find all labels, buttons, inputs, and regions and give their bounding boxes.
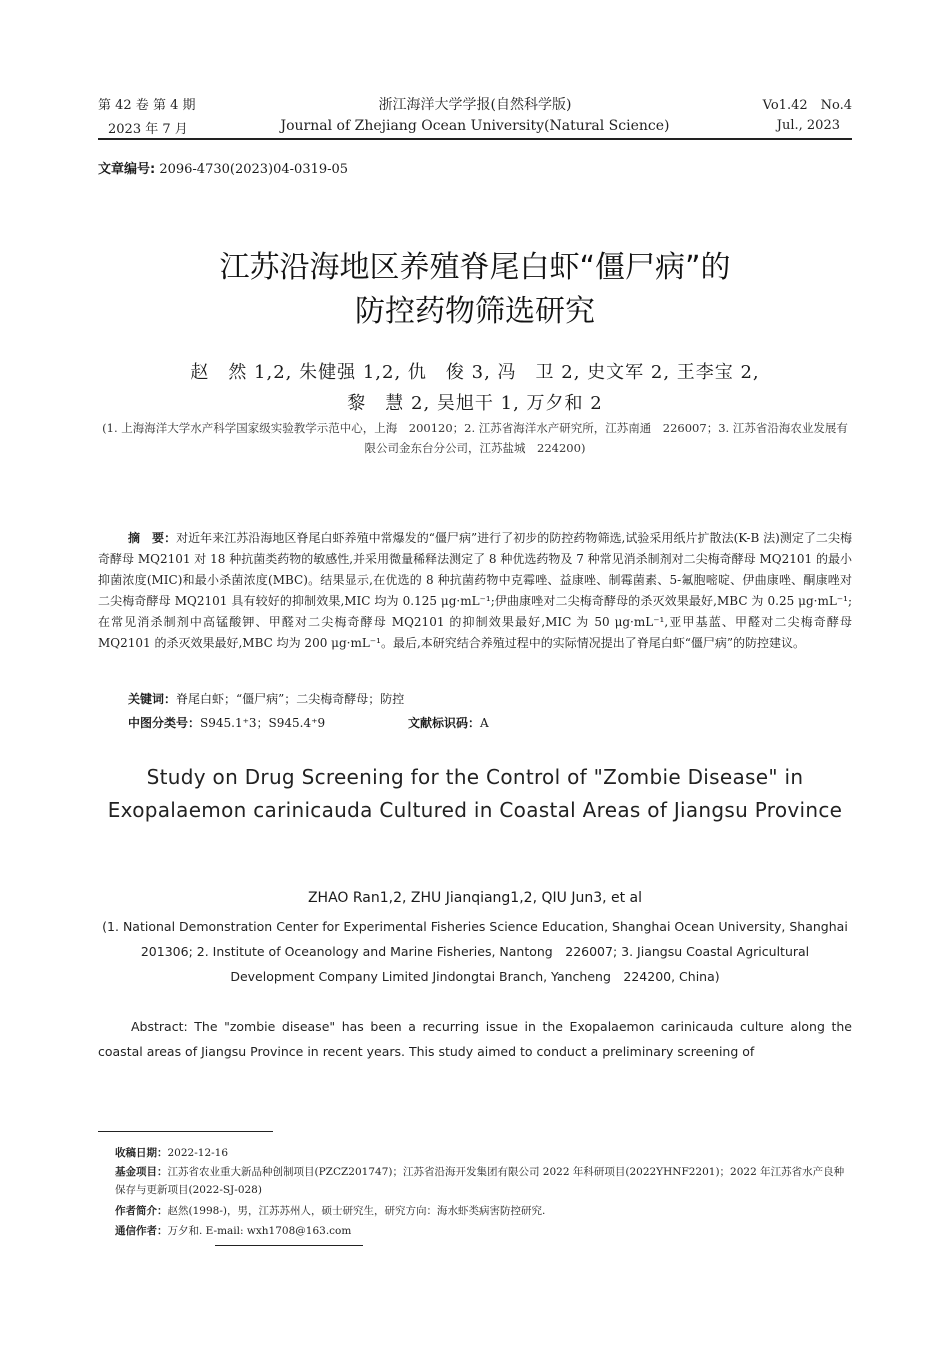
affiliations-en: (1. National Demonstration Center for Experimental Fisheries Science Education, Shanghai Ocean University, Shanghai 201306; 2. Institute of Oceanology and Marine Fisheries, Nantong 226007; 3. Jiangsu Coastal Agricultural Development Company Limited Jindongtai Branch, Yancheng 224200, China) — [102, 919, 861, 984]
footnote-author-bio — [115, 1202, 852, 1220]
clc-label: 中图分类号： — [128, 716, 201, 730]
volume-issue-cn: 第 42 卷 第 4 期 — [98, 98, 196, 113]
document-code-label: 文献标识码： — [408, 716, 481, 730]
article-number-label: 文章编号: — [98, 162, 156, 177]
document-code — [408, 714, 489, 731]
clc-value: S945.1⁺3；S945.4⁺9 — [200, 716, 326, 730]
footnote-rule — [98, 1131, 273, 1132]
date-cn: 2023 年 7 月 — [108, 122, 188, 137]
keywords-value: 脊尾白虾；“僵尸病”；二尖梅奇酵母；防控 — [176, 692, 405, 706]
authors-cn-line1: 赵 然 1,2, 朱健强 1,2, 仇 俊 3, 冯 卫 2, 史文军 2, 王李宝 2, — [190, 362, 760, 383]
keywords — [128, 690, 404, 707]
volume-issue-en: Vo1.42 No.4 — [762, 98, 852, 113]
authors-cn-line2: 黎 慧 2, 吴旭干 1, 万夕和 2 — [347, 393, 603, 414]
abstract-cn-label: 摘 要： — [128, 531, 177, 545]
title-cn-line2: 防控药物筛选研究 — [355, 294, 595, 329]
title-en: Study on Drug Screening for the Control of "Zombie Disease" in Exopalaemon carinicauda Cultured in Coastal Areas of Jiangsu Province — [107, 765, 843, 822]
footnote-end-rule — [215, 1245, 363, 1246]
clc-number — [128, 714, 325, 731]
footnote-received — [115, 1144, 852, 1162]
keywords-label: 关键词： — [128, 692, 177, 706]
author-bio-label: 作者简介： — [115, 1205, 168, 1217]
corresponding-value: 万夕和. E-mail: wxh1708@163.com — [167, 1225, 352, 1237]
journal-name-en: Journal of Zhejiang Ocean University(Natural Science) — [280, 118, 670, 134]
abstract-en: Abstract: The "zombie disease" has been a recurring issue in the Exopalaemon carinicauda culture along the coastal areas of Jiangsu Province in recent years. This study aimed to conduct a preliminary screening of — [98, 1019, 852, 1059]
article-number-value: 2096-4730(2023)04-0319-05 — [155, 162, 349, 177]
header-rule — [98, 138, 852, 140]
footnote-corresponding — [115, 1222, 852, 1240]
funding-label: 基金项目： — [115, 1166, 168, 1178]
title-cn-line1: 江苏沿海地区养殖脊尾白虾“僵尸病”的 — [219, 250, 731, 285]
received-label: 收稿日期： — [115, 1147, 168, 1159]
corresponding-label: 通信作者： — [115, 1225, 168, 1237]
received-value: 2022-12-16 — [167, 1147, 229, 1159]
abstract-cn-text: 对近年来江苏沿海地区脊尾白虾养殖中常爆发的“僵尸病”进行了初步的防控药物筛选,试验采用纸片扩散法(K-B 法)测定了二尖梅奇酵母 MQ2101 对 18 种抗菌类药物的敏感性,并采用微量稀释法测定了 8 种优选药物及 7 种常见消杀制剂对二尖梅奇酵母 MQ2101 的最小抑菌浓度(MIC)和最小杀菌浓度(MBC)。结果显示,在优选的 8 种抗菌药物中克霉唑、益康唑、制霉菌素、5-氟胞嘧啶、伊曲康唑、酮康唑对二尖梅奇酵母 MQ2101 具有较好的抑制效果,MIC 均为 0.125 μg·mL⁻¹;伊曲康唑对二尖梅奇酵母的杀灭效果最好,MBC 为 0.25 μg·mL⁻¹;在常见消杀制剂中高锰酸钾、甲醛对二尖梅奇酵母 MQ2101 的抑制效果最好,MIC 为 50 μg·mL⁻¹,亚甲基蓝、甲醛对二尖梅奇酵母 MQ2101 的杀灭效果最好,MBC 均为 200 μg·mL⁻¹。最后,本研究结合养殖过程中的实际情况提出了脊尾白虾“僵尸病”的防控建议。 — [98, 531, 852, 650]
journal-name-cn: 浙江海洋大学学报(自然科学版) — [378, 97, 572, 113]
affiliations-cn: (1. 上海海洋大学水产科学国家级实验教学示范中心，上海 200120；2. 江苏省海洋水产研究所，江苏南通 226007；3. 江苏省沿海农业发展有限公司金东台分公司，江苏盐城 224200) — [102, 421, 848, 455]
date-en: Jul., 2023 — [776, 118, 840, 133]
author-bio-value: 赵然(1998-)，男，江苏苏州人，硕士研究生，研究方向：海水虾类病害防控研究. — [167, 1205, 546, 1217]
authors-en: ZHAO Ran1,2, ZHU Jianqiang1,2, QIU Jun3, et al — [307, 890, 643, 906]
funding-value: 江苏省农业重大新品种创制项目(PZCZ201747)；江苏省沿海开发集团有限公司 2022 年科研项目(2022YHNF2201)；2022 年江苏省水产良种保存与更新项目(2022-SJ-028) — [115, 1166, 845, 1196]
abstract-cn — [98, 528, 852, 654]
article-number — [98, 158, 348, 177]
footnote-funding — [115, 1163, 852, 1199]
document-code-value: A — [480, 716, 489, 730]
